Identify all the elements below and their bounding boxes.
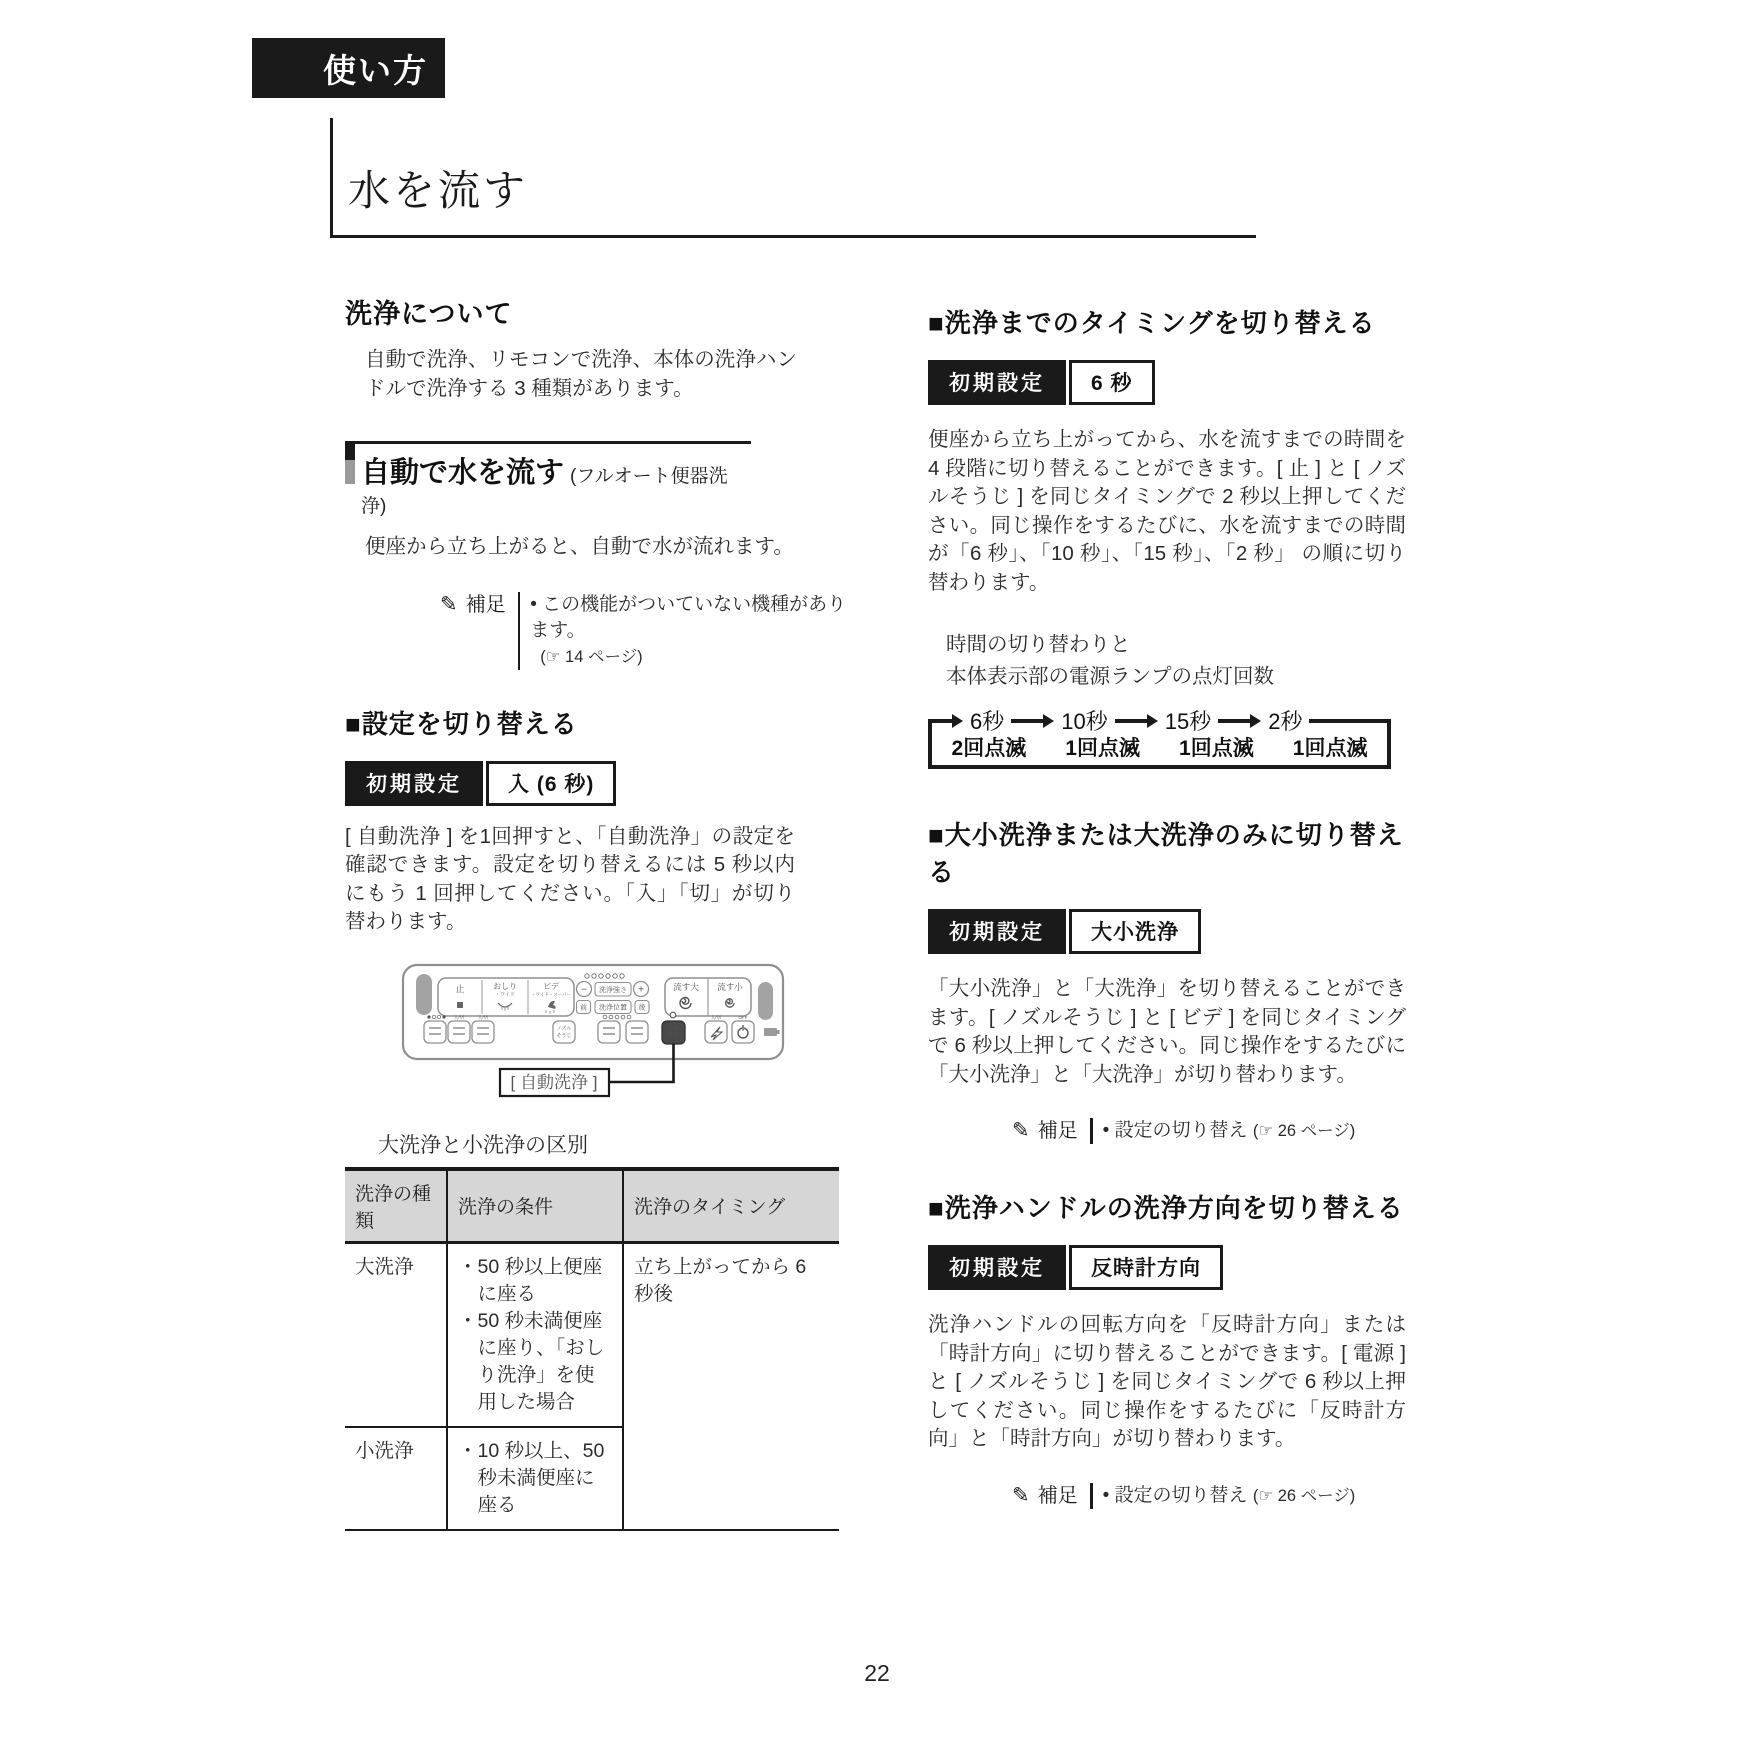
default-setting-value: 6 秒 bbox=[1069, 360, 1155, 405]
about-heading: 洗浄について bbox=[345, 299, 513, 329]
cycle-time: 6秒 bbox=[970, 709, 1005, 734]
back-label: 後 bbox=[638, 1004, 646, 1011]
strength-label: 洗浄強さ bbox=[599, 986, 627, 994]
remote-right-grip bbox=[758, 982, 773, 1020]
direction-heading: ■洗浄ハンドルの洗浄方向を切り替える bbox=[928, 1193, 1404, 1223]
cycle-time: 10秒 bbox=[1061, 709, 1108, 734]
bide-button-sublabel: ・ワイド・スーパー bbox=[531, 991, 571, 997]
cycle-caption bbox=[946, 629, 1406, 693]
setting-body: [ 自動洗浄 ] を1回押すと、「自動洗浄」の設定を確認できます。設定を切り替えるには 5 秒以内にもう 1 回押してください。「入」「切」が切り替わります。 bbox=[345, 824, 795, 933]
table-row bbox=[345, 1242, 839, 1427]
auto-flush-body: 便座から立ち上がると、自動で水が流れます。 bbox=[365, 535, 794, 558]
table-header-row bbox=[345, 1169, 839, 1243]
default-setting-badge bbox=[345, 761, 850, 806]
note-page-ref: (☞ 14 ページ) bbox=[540, 647, 643, 666]
note-direction bbox=[1012, 1483, 1406, 1509]
oshiri-button-sublabel: ・ワイド bbox=[495, 991, 515, 998]
note-size bbox=[1012, 1118, 1406, 1144]
onoff-micro-label-2: 入/切 bbox=[477, 1014, 489, 1020]
timing-body: 便座から立ち上がってから、水を流すまでの時間を 4 段階に切り替えることができます。[ 止 ] と [ ノズルそうじ ] を同じタイミングで 2 秒以上押してください。同じ操作をするたびに、水を流すまでの時間が「6 秒」、「10 秒」、「15 秒」、「2 秒」 の順に切り替わります。 bbox=[928, 428, 1406, 594]
col-header-type: 洗浄の種類 bbox=[345, 1169, 447, 1243]
nozzle-label-1: ノズル bbox=[556, 1025, 572, 1032]
default-setting-value: 大小洗浄 bbox=[1069, 909, 1201, 954]
pencil-icon: ✎ bbox=[440, 592, 458, 616]
auto-wash-label-2: 洗浄 bbox=[667, 1032, 680, 1039]
cycle-time: 2秒 bbox=[1268, 709, 1303, 734]
size-body: 「大小洗浄」と「大洗浄」を切り替えることができます。[ ノズルそうじ ] と [ ビデ ] を同じタイミングで 6 秒以上押してください。同じ操作をするたびに「大小洗浄」と「大洗浄」が切り替わります。 bbox=[928, 977, 1406, 1086]
plus-label: + bbox=[638, 984, 644, 995]
remote-control-figure bbox=[360, 963, 800, 1103]
cell-condition-big bbox=[447, 1242, 623, 1427]
position-label: 洗浄位置 bbox=[599, 1004, 627, 1011]
nozzle-label-2: そうじ bbox=[556, 1032, 572, 1039]
note-text bbox=[1103, 1118, 1356, 1144]
cycle-blink: 2回点滅 bbox=[951, 737, 1027, 760]
stop-button-label: 止 bbox=[455, 983, 465, 994]
arrow-icon bbox=[1043, 714, 1054, 728]
default-setting-value: 入 (6 秒) bbox=[486, 761, 616, 806]
left-column bbox=[345, 292, 850, 1531]
note-label: 補足 bbox=[1037, 1484, 1078, 1507]
auto-flush-section-header bbox=[345, 441, 751, 520]
note-text bbox=[530, 592, 850, 670]
small-button-2 bbox=[448, 1021, 470, 1043]
power-button bbox=[732, 1021, 754, 1043]
stop-icon bbox=[457, 1002, 463, 1008]
about-body: 自動で洗浄、リモコンで洗浄、本体の洗浄ハンドルで洗浄する 3 種類があります。 bbox=[365, 348, 797, 400]
note-label: 補足 bbox=[465, 593, 506, 616]
page-number: 22 bbox=[864, 1660, 890, 1686]
setting-heading: ■設定を切り替える bbox=[345, 708, 578, 739]
cell-type-small: 小洗浄 bbox=[345, 1427, 447, 1530]
small-button-1 bbox=[424, 1021, 446, 1043]
callout-label: [ 自動洗浄 ] bbox=[510, 1072, 598, 1092]
flush-big-label: 流す大 bbox=[673, 981, 699, 992]
nozzle-clean-button bbox=[553, 1021, 575, 1043]
small-button-5 bbox=[626, 1021, 648, 1043]
default-setting-badge bbox=[928, 1245, 1406, 1290]
default-setting-badge bbox=[928, 909, 1406, 954]
accent-bar bbox=[345, 444, 355, 484]
timing-heading: ■洗浄までのタイミングを切り替える bbox=[928, 308, 1376, 338]
auto-flush-subtitle: (フルオート便器洗浄) bbox=[361, 466, 728, 517]
front-label: 前 bbox=[580, 1004, 587, 1011]
cycle-blink: 1回点滅 bbox=[1179, 737, 1254, 760]
cell-type-big: 大洗浄 bbox=[345, 1242, 447, 1427]
cycle-sequence bbox=[928, 705, 1391, 736]
size-heading: ■大小洗浄または大洗浄のみに切り替える bbox=[928, 820, 1404, 887]
cycle-caption-line1: 時間の切り替わりと bbox=[946, 633, 1131, 656]
note-auto-flush bbox=[440, 592, 850, 670]
note-page-ref: (☞ 26 ページ) bbox=[1252, 1486, 1356, 1505]
remote-left-grip bbox=[416, 974, 432, 1015]
default-setting-label: 初期設定 bbox=[345, 761, 483, 806]
cell-timing: 立ち上がってから 6 秒後 bbox=[623, 1242, 839, 1530]
cycle-time: 15秒 bbox=[1164, 709, 1212, 734]
arrow-icon bbox=[1250, 714, 1261, 728]
section-tag-label: 使い方 bbox=[323, 51, 428, 89]
note-divider bbox=[518, 592, 521, 670]
onoff-micro-label-3: 入/切 bbox=[710, 1014, 722, 1020]
cycle-caption-line2: 本体表示部の電源ランプの点灯回数 bbox=[946, 665, 1274, 688]
minus-label: − bbox=[581, 984, 587, 995]
page-title: 水を流す bbox=[348, 167, 529, 214]
oshiri-button-label: おしり bbox=[493, 981, 517, 991]
small-button-4 bbox=[598, 1021, 620, 1043]
direction-body: 洗浄ハンドルの回転方向を「反時計方向」または「時計方向」に切り替えることができます。[ 電源 ] と [ ノズルそうじ ] を同じタイミングで 6 秒以上押してください。同じ操作をするたびに「反時計方向」と「時計方向」が切り替わります。 bbox=[928, 1313, 1406, 1450]
condition-bullet: ・10 秒以上、50 秒未満便座に座る bbox=[458, 1439, 605, 1516]
small-button-3 bbox=[472, 1021, 494, 1043]
auto-wash-indicator-lamp bbox=[670, 1012, 676, 1018]
timing-cycle-diagram bbox=[928, 709, 1391, 769]
default-setting-label: 初期設定 bbox=[928, 360, 1066, 405]
condition-bullet: ・50 秒以上便座に座る bbox=[458, 1255, 603, 1305]
note-page-ref: (☞ 26 ページ) bbox=[1252, 1122, 1356, 1140]
condition-bullet: ・50 秒未満便座に座り、「おしり洗浄」を使用した場合 bbox=[458, 1309, 605, 1413]
right-column bbox=[928, 303, 1406, 1509]
off-micro-label: OFF bbox=[738, 1014, 748, 1020]
note-text bbox=[1103, 1483, 1356, 1509]
battery-icon bbox=[764, 1028, 777, 1036]
auto-flush-title: 自動で水を流す bbox=[361, 457, 565, 489]
default-setting-badge bbox=[928, 360, 1406, 405]
note-line: • 設定の切り替え bbox=[1102, 1120, 1248, 1141]
auto-wash-label-1: 自動 bbox=[667, 1025, 680, 1032]
cycle-blink: 1回点滅 bbox=[1292, 737, 1368, 760]
note-label: 補足 bbox=[1037, 1120, 1078, 1142]
flush-small-label: 流す小 bbox=[717, 981, 743, 992]
arrow-icon bbox=[952, 714, 963, 728]
default-setting-label: 初期設定 bbox=[928, 1245, 1066, 1290]
note-divider bbox=[1090, 1483, 1093, 1509]
default-setting-value: 反時計方向 bbox=[1069, 1245, 1223, 1290]
col-header-condition: 洗浄の条件 bbox=[447, 1169, 623, 1243]
table-caption: 大洗浄と小洗浄の区別 bbox=[378, 1133, 588, 1157]
onoff-micro-label-1: 入/切 bbox=[453, 1014, 465, 1020]
cycle-blink: 1回点滅 bbox=[1065, 737, 1140, 760]
col-header-timing: 洗浄のタイミング bbox=[623, 1169, 839, 1243]
note-divider bbox=[1090, 1118, 1093, 1144]
pencil-icon: ✎ bbox=[1012, 1483, 1030, 1507]
bide-button-label: ビデ bbox=[543, 981, 559, 991]
pencil-icon: ✎ bbox=[1012, 1119, 1030, 1142]
section-tag bbox=[252, 38, 445, 98]
wash-type-table bbox=[345, 1167, 839, 1531]
default-setting-label: 初期設定 bbox=[928, 909, 1066, 954]
note-line: • 設定の切り替え bbox=[1102, 1484, 1248, 1506]
cell-condition-small bbox=[447, 1427, 623, 1530]
arrow-icon bbox=[1147, 714, 1158, 728]
note-line: • この機能がついていない機種があります。 bbox=[530, 593, 847, 641]
